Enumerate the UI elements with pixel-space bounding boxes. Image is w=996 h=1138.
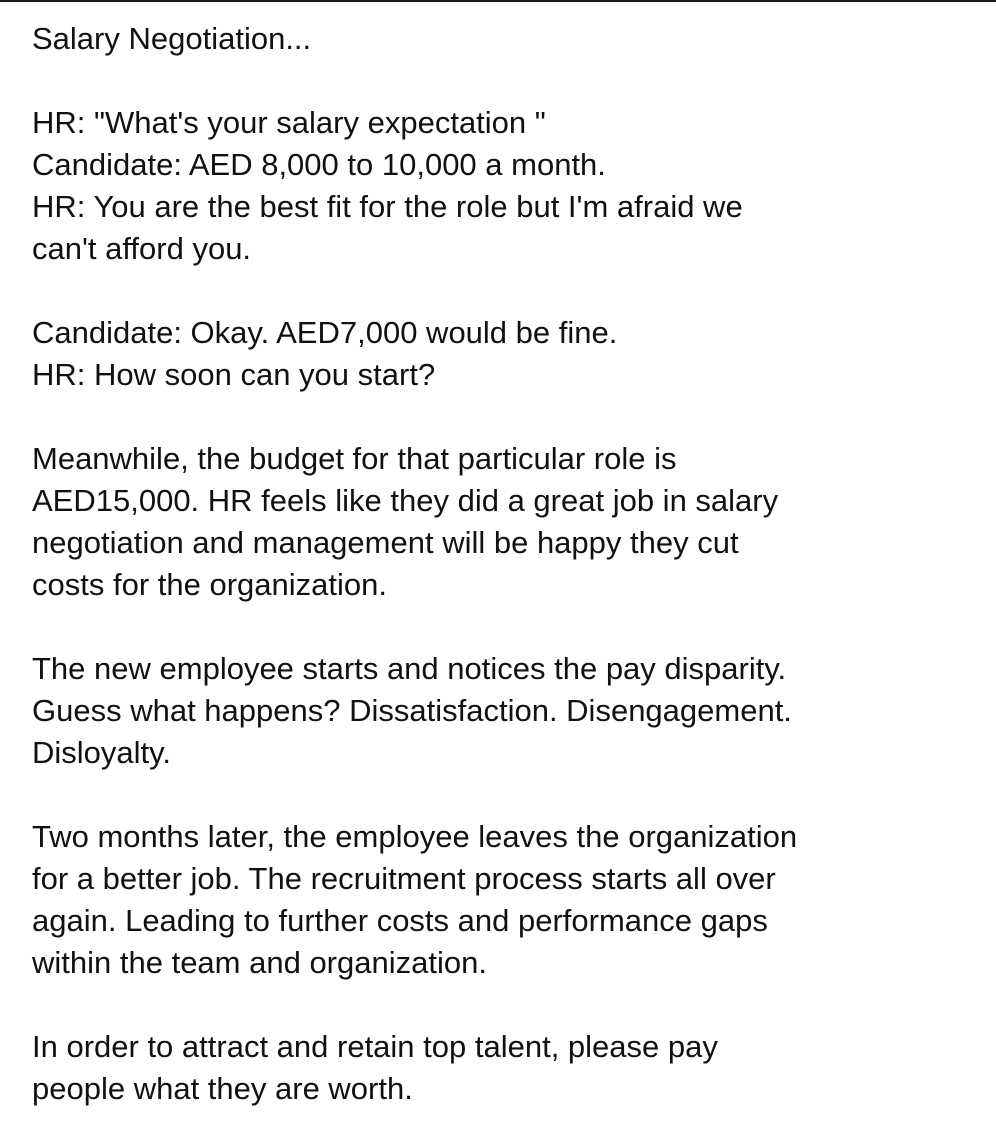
paragraph-dialogue-2 (32, 312, 972, 396)
text-line: can't afford you. (32, 231, 252, 266)
text-line: Candidate: Okay. AED7,000 would be fine. (32, 315, 618, 350)
text-line: HR: You are the best fit for the role but I'm afraid we (32, 189, 743, 224)
text-line: costs for the organization. (32, 567, 387, 602)
top-divider (0, 0, 996, 2)
text-line: HR: "What's your salary expectation " (32, 105, 546, 140)
text-line: Candidate: AED 8,000 to 10,000 a month. (32, 147, 606, 182)
text-line: In order to attract and retain top talent, please pay (32, 1029, 718, 1064)
text-line: Meanwhile, the budget for that particular role is (32, 441, 677, 476)
text-line: within the team and organization. (32, 945, 487, 980)
post-title-paragraph (32, 18, 972, 60)
text-line: Two months later, the employee leaves the organization (32, 819, 798, 854)
text-line: again. Leading to further costs and performance gaps (32, 903, 768, 938)
text-line: negotiation and management will be happy they cut (32, 525, 739, 560)
paragraph-budget (32, 438, 972, 606)
paragraph-turnover (32, 816, 972, 984)
text-line: AED15,000. HR feels like they did a great job in salary (32, 483, 779, 518)
post-body (32, 18, 972, 1110)
text-line: Guess what happens? Dissatisfaction. Disengagement. (32, 693, 792, 728)
text-line: HR: How soon can you start? (32, 357, 436, 392)
post-title: Salary Negotiation... (32, 21, 312, 56)
paragraph-consequences (32, 648, 972, 774)
paragraph-conclusion (32, 1026, 972, 1110)
text-line: for a better job. The recruitment process starts all over (32, 861, 776, 896)
paragraph-dialogue-1 (32, 102, 972, 270)
text-line: people what they are worth. (32, 1071, 413, 1106)
text-line: Disloyalty. (32, 735, 171, 770)
text-line: The new employee starts and notices the pay disparity. (32, 651, 787, 686)
